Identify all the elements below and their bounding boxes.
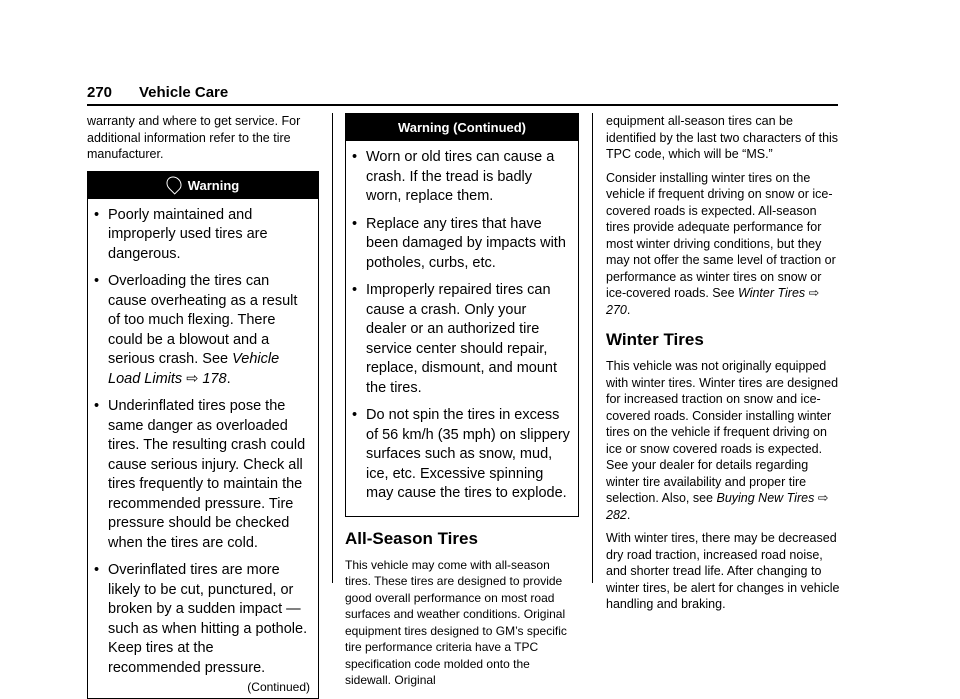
warning-item: • Poorly maintained and improperly used tires are dangerous. bbox=[94, 206, 310, 265]
section-heading: All-Season Tires bbox=[345, 529, 579, 549]
column-2 bbox=[345, 113, 579, 696]
body-paragraph: Consider installing winter tires on the vehicle if frequent driving on snow or ice-covered roads is expected. All-season tires provide adequate performance for most winter driving conditions, but they may not offer the same level of traction or performance as winter tires on snow or ice-covered roads. See Winter Tires ⇨ 270. bbox=[606, 170, 840, 319]
warning-item: • Overinflated tires are more likely to be cut, punctured, or broken by a sudden impact — such as when hitting a pothole. Keep tires at the recommended pressure. bbox=[94, 561, 310, 678]
bullet-icon: • bbox=[352, 406, 357, 426]
bullet-icon: • bbox=[352, 215, 357, 235]
bullet-icon: • bbox=[94, 272, 99, 292]
header-rule bbox=[87, 104, 838, 106]
warning-body bbox=[88, 199, 318, 699]
warning-item: • Replace any tires that have been damaged by impacts with potholes, curbs, etc. bbox=[352, 215, 570, 274]
page-reference[interactable]: ⇨ 270 bbox=[606, 286, 819, 317]
bullet-icon: • bbox=[352, 281, 357, 301]
continued-label: (Continued) bbox=[94, 680, 310, 694]
bullet-icon: • bbox=[94, 206, 99, 226]
column-1 bbox=[87, 113, 319, 699]
bullet-icon: • bbox=[94, 397, 99, 417]
warning-icon bbox=[163, 173, 184, 194]
section-title: Vehicle Care bbox=[139, 84, 228, 101]
cross-reference-link[interactable]: Buying New Tires bbox=[716, 491, 814, 505]
section-heading: Winter Tires bbox=[606, 330, 840, 350]
cross-reference-link[interactable]: Winter Tires bbox=[738, 286, 805, 300]
intro-paragraph: warranty and where to get service. For additional information refer to the tire manufacturer. bbox=[87, 113, 319, 163]
bullet-icon: • bbox=[352, 148, 357, 168]
page-number: 270 bbox=[87, 84, 112, 101]
page-reference[interactable]: ⇨ 178 bbox=[186, 371, 226, 387]
warning-item: • Do not spin the tires in excess of 56 km/h (35 mph) on slippery surfaces such as snow, mud, ice, etc. Excessive spinning may cause the tires to explode. bbox=[352, 406, 570, 504]
bullet-icon: • bbox=[94, 561, 99, 581]
warning-item: • Worn or old tires can cause a crash. If the tread is badly worn, replace them. bbox=[352, 148, 570, 207]
body-paragraph: equipment all-season tires can be identified by the last two characters of this TPC code, which will be “MS.” bbox=[606, 113, 840, 163]
body-paragraph: This vehicle may come with all-season tires. These tires are designed to provide good overall performance on most road surfaces and weather conditions. Original equipment tires designed to GM’s specific tire performance criteria have a TPC specification code molded onto the sidewall. Original bbox=[345, 557, 579, 689]
warning-body bbox=[346, 141, 578, 516]
cross-reference-link[interactable]: Vehicle Load Limits bbox=[108, 351, 279, 387]
warning-item: • Overloading the tires can cause overheating as a result of too much flexing. There could be a blowout and a serious crash. See Vehicle Load Limits ⇨ 178. bbox=[94, 272, 310, 389]
page-reference[interactable]: ⇨ 282 bbox=[606, 491, 828, 522]
warning-header: Warning (Continued) bbox=[346, 114, 578, 141]
column-divider bbox=[592, 113, 593, 583]
warning-box-continued bbox=[345, 113, 579, 517]
warning-item: • Improperly repaired tires can cause a crash. Only your dealer or an authorized tire service center should repair, replace, dismount, and mount the tires. bbox=[352, 281, 570, 398]
warning-title: Warning bbox=[188, 178, 240, 193]
body-paragraph: With winter tires, there may be decreased dry road traction, increased road noise, and shorter tread life. After changing to winter tires, be alert for changes in vehicle handling and braking. bbox=[606, 530, 840, 613]
page-header bbox=[87, 84, 838, 104]
column-divider bbox=[332, 113, 333, 583]
warning-header bbox=[88, 172, 318, 199]
body-paragraph: This vehicle was not originally equipped with winter tires. Winter tires are designed for increased traction on snow and ice-covered roads. Consider installing winter tires on the vehicle if frequent driving on ice or snow covered roads is expected. See your dealer for details regarding winter tire availability and proper tire selection. Also, see Buying New Tires ⇨ 282. bbox=[606, 358, 840, 523]
warning-box bbox=[87, 171, 319, 699]
warning-item: • Underinflated tires pose the same danger as overloaded tires. The resulting crash could cause serious injury. Check all tires frequently to maintain the recommended pressure. Tire pressure should be checked when the tires are cold. bbox=[94, 397, 310, 553]
column-3 bbox=[606, 113, 840, 620]
